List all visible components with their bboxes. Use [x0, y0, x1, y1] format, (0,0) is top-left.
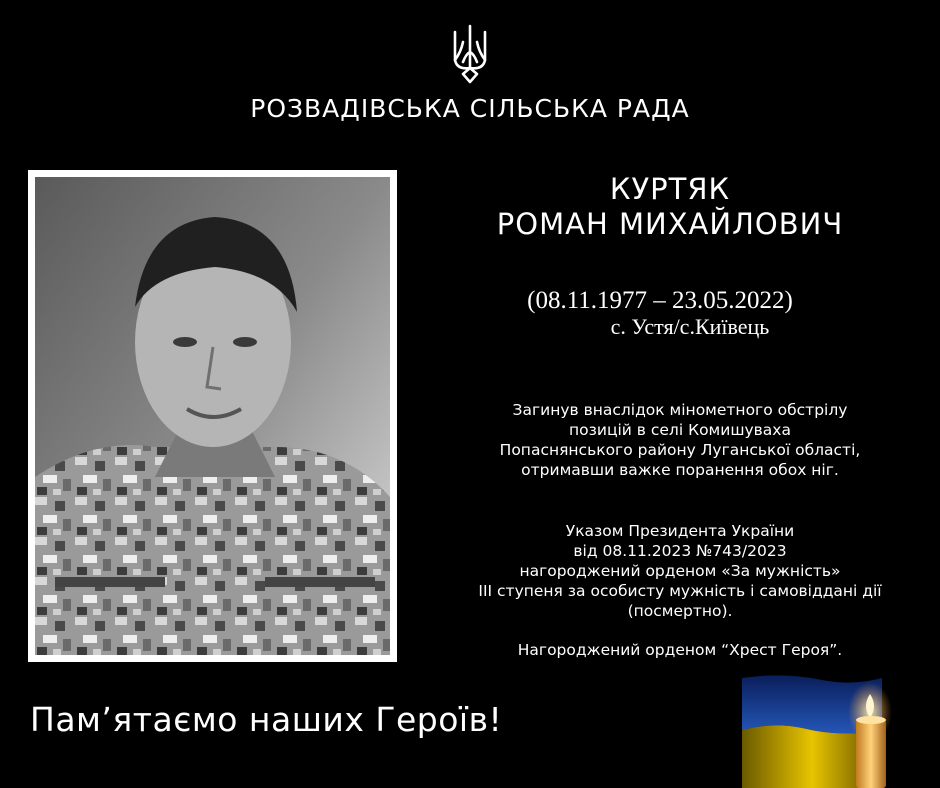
- portrait-photo: [35, 177, 390, 655]
- death-circumstances: [420, 400, 940, 480]
- text-line: від 08.11.2023 №743/2023: [573, 542, 787, 560]
- text-line: отримавши важке поранення обох ніг.: [521, 461, 839, 479]
- portrait-frame: [28, 170, 397, 662]
- text-line: (посмертно).: [627, 602, 733, 620]
- text-line: позицій в селі Комишуваха: [569, 421, 791, 439]
- given-names: РОМАН МИХАЙЛОВИЧ: [496, 207, 844, 241]
- org-title: РОЗВАДІВСЬКА СІЛЬСЬКА РАДА: [250, 94, 690, 123]
- trident-icon: [449, 22, 491, 86]
- memory-slogan: Пам’ятаємо наших Героїв!: [30, 700, 503, 739]
- text-line: ІІІ ступеня за особисту мужність і самовіддані дії: [478, 582, 882, 600]
- life-dates: (08.11.1977 – 23.05.2022): [527, 287, 793, 314]
- text-line: Указом Президента України: [565, 522, 795, 540]
- flag-candle-icon: [742, 672, 912, 788]
- person-name: [430, 172, 910, 242]
- birth-place: с. Устя/с.Київець: [610, 314, 770, 339]
- award-decree: [420, 521, 940, 621]
- text-line: нагороджений орденом «За мужність»: [519, 562, 841, 580]
- surname: КУРТЯК: [609, 172, 731, 206]
- award-hero-cross: Нагороджений орденом “Хрест Героя”.: [517, 641, 843, 659]
- text-line: Загинув внаслідок мінометного обстрілу: [512, 401, 848, 419]
- text-line: Попаснянського району Луганської області,: [499, 441, 861, 459]
